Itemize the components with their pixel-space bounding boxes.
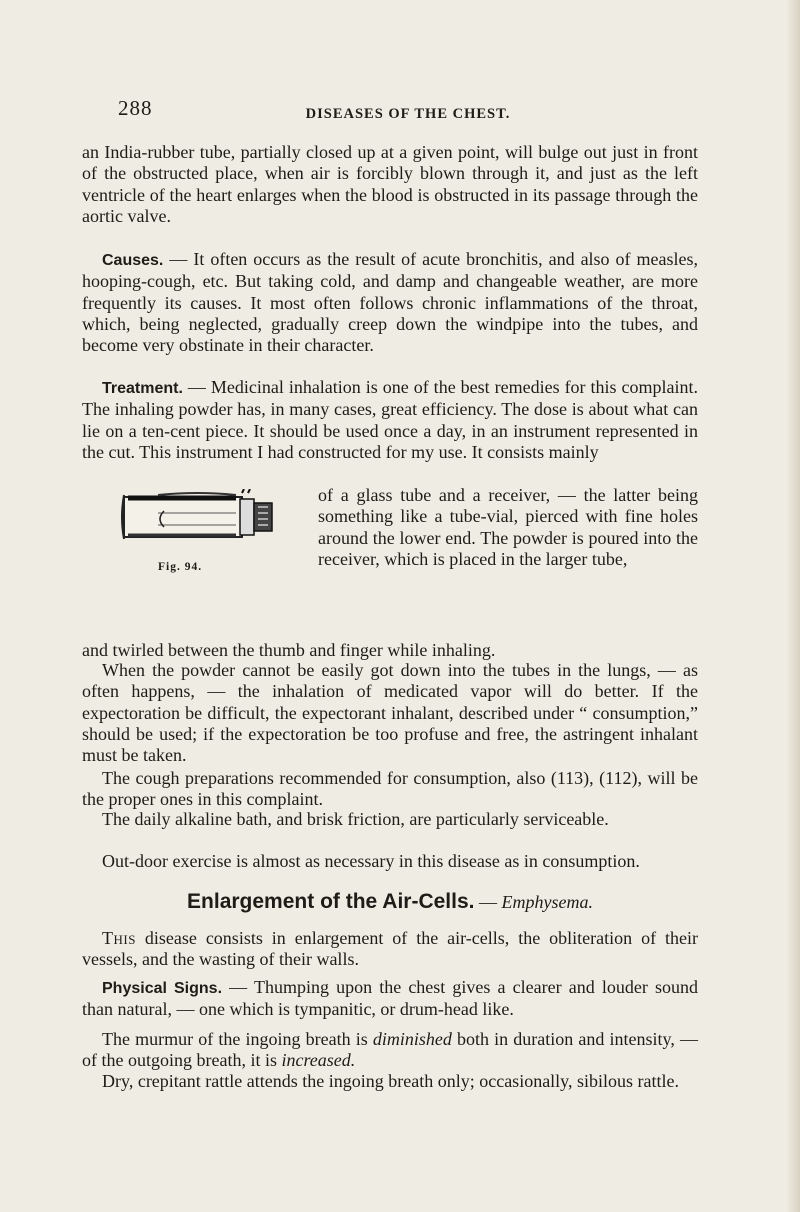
paragraph-text: When the powder cannot be easily got down into the tubes in the lungs, — as often happens, — the inhalation of medicated vapor will do better. If the expectoration be difficult, the expectorant inhalant, described under “ consumption,” should be used; if the expectoration be too profuse and free, the astringent inhalant must be taken.: [82, 660, 698, 766]
section-heading: [82, 890, 698, 914]
paragraph: [82, 768, 698, 811]
paragraph: [82, 660, 698, 766]
paragraph-text: and twirled between the thumb and finger while inhaling.: [82, 640, 496, 660]
causes-text: — It often occurs as the result of acute bronchitis, and also of measles, hooping-cough, etc. But taking cold, and damp and changeable weather, are more frequently its causes. It most often follows chronic inflammations of the throat, which, being neglected, gradually creep down the windpipe into the tubes, and become very obstinate in their character.: [82, 249, 698, 356]
figure-block: [82, 485, 698, 639]
treatment-label: Treatment.: [102, 380, 183, 397]
paragraph-text: Dry, crepitant rattle attends the ingoing breath only; occasionally, sibilous rattle.: [102, 1071, 680, 1091]
emphasis-text: diminished: [372, 1029, 452, 1049]
paragraph-text: The cough preparations recommended for consumption, also (113), (112), will be the proper ones in this complaint.: [82, 768, 698, 810]
paragraph-text: an India-rubber tube, partially closed up at a given point, will bulge out just in front of the obstructed place, when air is forcibly blown through it, and just as the left ventricle of the heart enlarges when the blood is obstructed in its passage through the aortic valve.: [82, 142, 698, 226]
section-title: Enlargement of the Air-Cells.: [187, 890, 475, 913]
paragraph: [82, 809, 698, 830]
treatment-text: — Medicinal inhalation is one of the best remedies for this complaint. The inhaling powder has, in many cases, great efficiency. The dose is about what can lie on a ten-cent piece. It should be used once a day, in an instrument represented in the cut. This instrument I had constructed for my use. It consists mainly: [82, 377, 698, 462]
causes-paragraph: [82, 249, 698, 356]
treatment-paragraph: [82, 377, 698, 463]
paragraph: [82, 142, 698, 227]
section-subtitle: Emphysema.: [501, 892, 593, 912]
physical-signs-label: Physical Signs.: [102, 980, 223, 997]
lead-word: This: [102, 928, 136, 948]
paragraph: [82, 1029, 698, 1072]
paragraph-text: The murmur of the ingoing breath is: [102, 1029, 373, 1049]
inhaler-tube-icon: [118, 489, 284, 545]
paragraph: [82, 851, 698, 872]
physical-signs-text: — Thumping upon the chest gives a clearer and louder sound than natural, — one which is tympanitic, or drum-head like.: [82, 977, 698, 1020]
paragraph-text: Out-door exercise is almost as necessary in this disease as in consumption.: [102, 851, 640, 871]
paragraph-text: disease consists in enlargement of the air-cells, the obliteration of their vessels, and the wasting of their walls.: [82, 928, 698, 970]
paragraph-text: both in duration and intensity, — of the outgoing breath, it is: [82, 1029, 698, 1071]
figure-side-text: of a glass tube and a receiver, — the latter being something like a tube-vial, pierced with fine holes around the lower end. The powder is poured into the receiver, which is placed in the larger tube,: [318, 485, 698, 569]
causes-label: Causes.: [102, 252, 164, 269]
running-head: DISEASES OF THE CHEST.: [305, 106, 511, 122]
page-edge-shadow: [786, 0, 800, 1212]
paragraph: [82, 640, 698, 661]
figure-caption: Fig. 94.: [158, 561, 203, 573]
page-header: [118, 96, 698, 130]
physical-signs-paragraph: [82, 977, 698, 1021]
paragraph-text: The daily alkaline bath, and brisk friction, are particularly serviceable.: [102, 809, 609, 829]
paragraph: [82, 1071, 698, 1092]
section-dash: —: [474, 892, 502, 912]
page-number: 288: [118, 96, 153, 120]
emphasis-text: increased.: [281, 1050, 356, 1071]
paragraph: [82, 928, 698, 971]
